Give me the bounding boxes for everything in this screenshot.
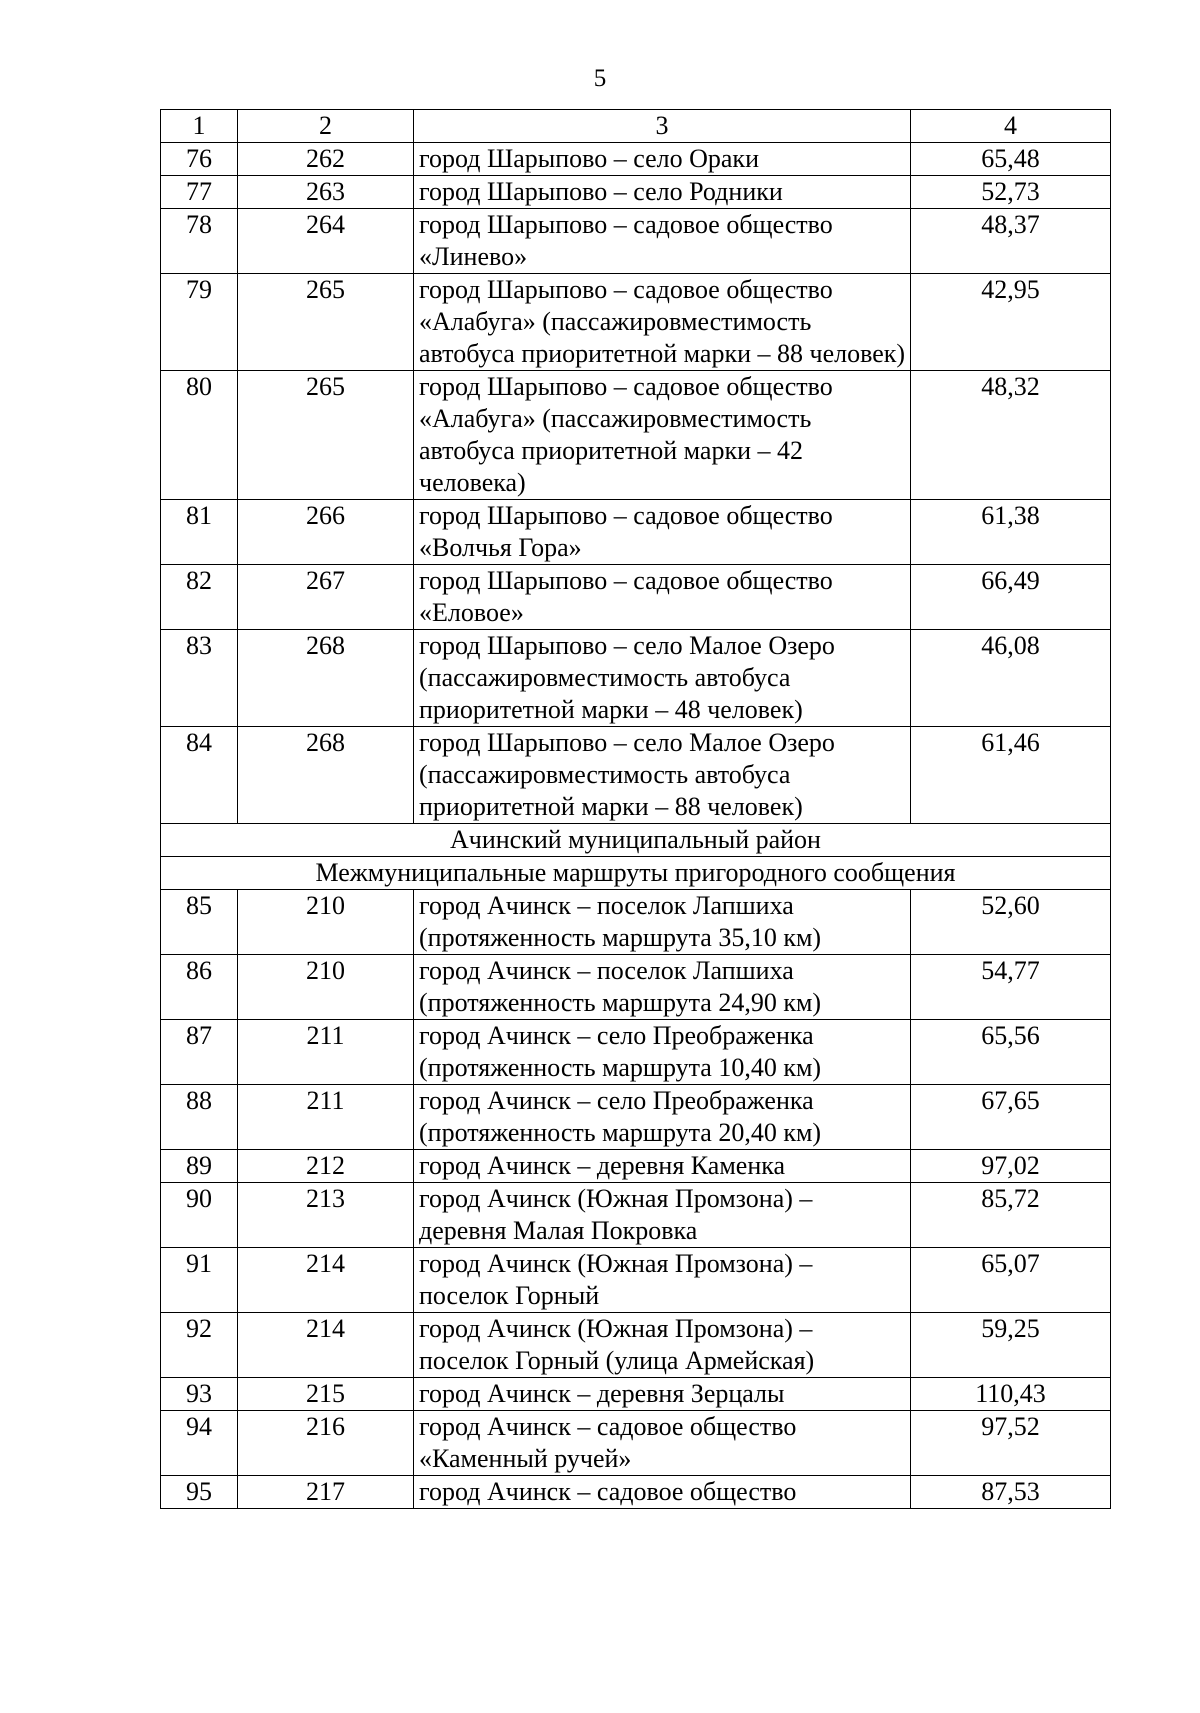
route-description: город Ачинск – садовое общество <box>414 1476 911 1509</box>
tariff-value: 66,49 <box>911 565 1111 630</box>
row-number: 88 <box>161 1085 238 1150</box>
route-number: 215 <box>238 1378 414 1411</box>
section-routes-heading: Межмуниципальные маршруты пригородного сообщения <box>161 857 1111 890</box>
tariff-value: 61,46 <box>911 727 1111 824</box>
tariff-value: 97,02 <box>911 1150 1111 1183</box>
table-row <box>161 143 1111 176</box>
route-number: 210 <box>238 955 414 1020</box>
tariff-value: 87,53 <box>911 1476 1111 1509</box>
header-cell-3: 3 <box>414 110 911 143</box>
tariff-value: 61,38 <box>911 500 1111 565</box>
table-header-row <box>161 110 1111 143</box>
row-number: 90 <box>161 1183 238 1248</box>
route-description: город Шарыпово – село Малое Озеро (пассажировместимость автобуса приоритетной марки – 88 человек) <box>414 727 911 824</box>
route-number: 211 <box>238 1085 414 1150</box>
route-description: город Шарыпово – садовое общество «Волчья Гора» <box>414 500 911 565</box>
tariff-value: 52,73 <box>911 176 1111 209</box>
table-row <box>161 1183 1111 1248</box>
table-row <box>161 274 1111 371</box>
table-row <box>161 890 1111 955</box>
table-row <box>161 727 1111 824</box>
table-row <box>161 1476 1111 1509</box>
table-row <box>161 209 1111 274</box>
row-number: 82 <box>161 565 238 630</box>
table-row <box>161 955 1111 1020</box>
row-number: 79 <box>161 274 238 371</box>
row-number: 78 <box>161 209 238 274</box>
route-description: город Ачинск – поселок Лапшиха (протяженность маршрута 35,10 км) <box>414 890 911 955</box>
header-cell-1: 1 <box>161 110 238 143</box>
route-number: 214 <box>238 1248 414 1313</box>
route-number: 211 <box>238 1020 414 1085</box>
section-district-heading-row <box>161 824 1111 857</box>
route-number: 213 <box>238 1183 414 1248</box>
row-number: 94 <box>161 1411 238 1476</box>
route-description: город Ачинск (Южная Промзона) – поселок Горный <box>414 1248 911 1313</box>
route-number: 265 <box>238 274 414 371</box>
route-number: 266 <box>238 500 414 565</box>
table-row <box>161 565 1111 630</box>
header-cell-2: 2 <box>238 110 414 143</box>
route-description: город Ачинск (Южная Промзона) – поселок Горный (улица Армейская) <box>414 1313 911 1378</box>
row-number: 87 <box>161 1020 238 1085</box>
tariff-value: 59,25 <box>911 1313 1111 1378</box>
route-description: город Шарыпово – садовое общество «Линево» <box>414 209 911 274</box>
route-number: 262 <box>238 143 414 176</box>
tariff-value: 65,48 <box>911 143 1111 176</box>
section-routes-heading-row <box>161 857 1111 890</box>
section-district-heading: Ачинский муниципальный район <box>161 824 1111 857</box>
route-description: город Шарыпово – садовое общество «Еловое» <box>414 565 911 630</box>
route-description: город Шарыпово – село Ораки <box>414 143 911 176</box>
table-row <box>161 630 1111 727</box>
table-row <box>161 1248 1111 1313</box>
route-number: 265 <box>238 371 414 500</box>
row-number: 95 <box>161 1476 238 1509</box>
header-cell-4: 4 <box>911 110 1111 143</box>
tariff-value: 48,32 <box>911 371 1111 500</box>
route-number: 217 <box>238 1476 414 1509</box>
row-number: 76 <box>161 143 238 176</box>
row-number: 85 <box>161 890 238 955</box>
row-number: 83 <box>161 630 238 727</box>
tariff-value: 65,56 <box>911 1020 1111 1085</box>
route-description: город Шарыпово – село Малое Озеро (пассажировместимость автобуса приоритетной марки – 48 человек) <box>414 630 911 727</box>
route-description: город Ачинск (Южная Промзона) – деревня Малая Покровка <box>414 1183 911 1248</box>
table-row <box>161 1150 1111 1183</box>
row-number: 77 <box>161 176 238 209</box>
table-row <box>161 500 1111 565</box>
row-number: 89 <box>161 1150 238 1183</box>
route-number: 214 <box>238 1313 414 1378</box>
table-row <box>161 1378 1111 1411</box>
route-number: 268 <box>238 630 414 727</box>
tariff-value: 54,77 <box>911 955 1111 1020</box>
row-number: 86 <box>161 955 238 1020</box>
route-number: 268 <box>238 727 414 824</box>
tariff-value: 110,43 <box>911 1378 1111 1411</box>
route-number: 212 <box>238 1150 414 1183</box>
tariff-value: 85,72 <box>911 1183 1111 1248</box>
tariff-value: 97,52 <box>911 1411 1111 1476</box>
tariff-table <box>160 109 1111 1509</box>
route-description: город Шарыпово – садовое общество «Алабуга» (пассажировместимость автобуса приоритетной марки – 88 человек) <box>414 274 911 371</box>
route-description: город Шарыпово – садовое общество «Алабуга» (пассажировместимость автобуса приоритетной марки – 42 человека) <box>414 371 911 500</box>
row-number: 91 <box>161 1248 238 1313</box>
tariff-value: 65,07 <box>911 1248 1111 1313</box>
tariff-value: 48,37 <box>911 209 1111 274</box>
table-row <box>161 371 1111 500</box>
route-description: город Ачинск – поселок Лапшиха (протяженность маршрута 24,90 км) <box>414 955 911 1020</box>
row-number: 84 <box>161 727 238 824</box>
table-row <box>161 1313 1111 1378</box>
row-number: 80 <box>161 371 238 500</box>
table-row <box>161 176 1111 209</box>
table-row <box>161 1020 1111 1085</box>
route-number: 216 <box>238 1411 414 1476</box>
row-number: 81 <box>161 500 238 565</box>
route-number: 263 <box>238 176 414 209</box>
table-row <box>161 1085 1111 1150</box>
row-number: 93 <box>161 1378 238 1411</box>
route-description: город Ачинск – деревня Каменка <box>414 1150 911 1183</box>
table-row <box>161 1411 1111 1476</box>
tariff-value: 52,60 <box>911 890 1111 955</box>
route-description: город Ачинск – садовое общество «Каменный ручей» <box>414 1411 911 1476</box>
tariff-value: 46,08 <box>911 630 1111 727</box>
page-number: 5 <box>593 65 607 92</box>
route-description: город Ачинск – деревня Зерцалы <box>414 1378 911 1411</box>
route-description: город Шарыпово – село Родники <box>414 176 911 209</box>
tariff-value: 42,95 <box>911 274 1111 371</box>
route-description: город Ачинск – село Преображенка (протяженность маршрута 10,40 км) <box>414 1020 911 1085</box>
route-number: 264 <box>238 209 414 274</box>
route-number: 210 <box>238 890 414 955</box>
route-number: 267 <box>238 565 414 630</box>
route-description: город Ачинск – село Преображенка (протяженность маршрута 20,40 км) <box>414 1085 911 1150</box>
row-number: 92 <box>161 1313 238 1378</box>
tariff-value: 67,65 <box>911 1085 1111 1150</box>
